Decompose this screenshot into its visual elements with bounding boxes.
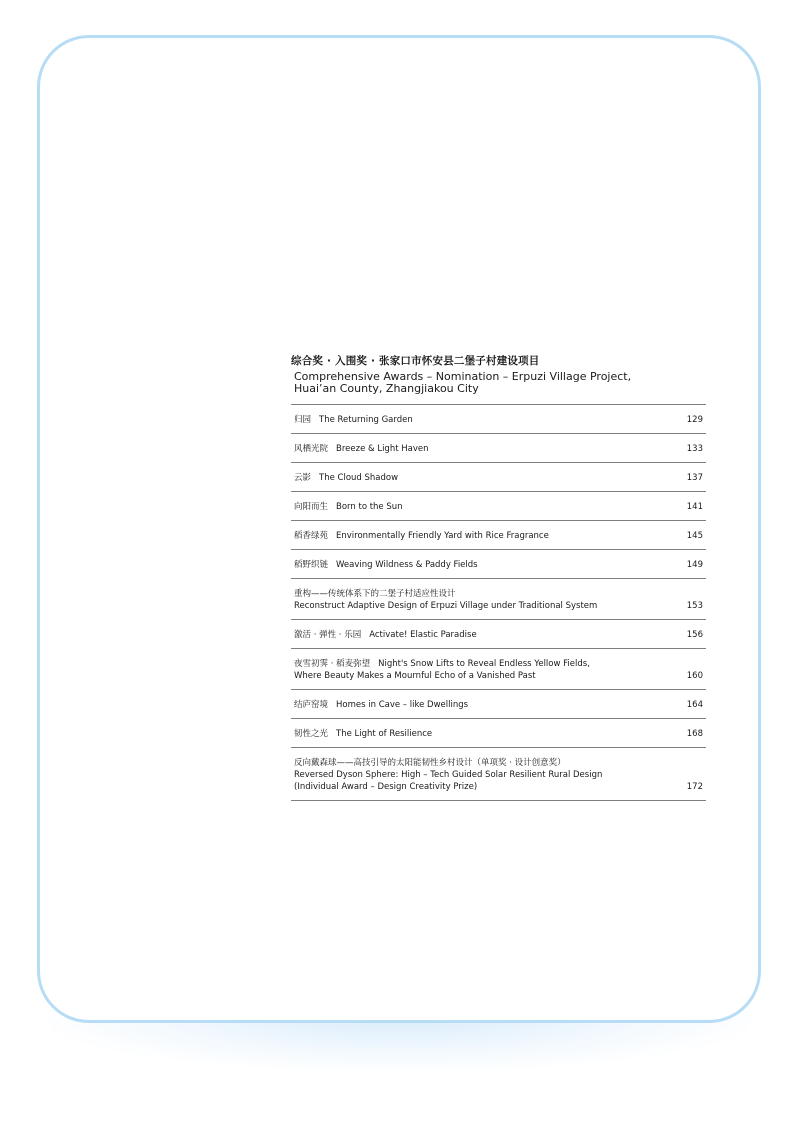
entry-title-en: The Cloud Shadow — [319, 473, 399, 483]
entry-title-en: The Returning Garden — [319, 415, 413, 425]
toc-entry[interactable] — [291, 463, 706, 492]
toc-entry[interactable] — [291, 620, 706, 649]
entry-title-en: Homes in Cave – like Dwellings — [336, 700, 469, 710]
page-number: 141 — [686, 502, 703, 512]
page-number: 168 — [686, 729, 703, 739]
entry-title-zh: 稻香绿苑 — [294, 531, 329, 541]
page-number: 156 — [686, 630, 703, 640]
entry-title-en: Reversed Dyson Sphere: High – Tech Guided Solar Resilient Rural Design — [294, 770, 603, 780]
page-number: 164 — [686, 700, 703, 710]
toc-list — [291, 404, 706, 801]
toc-entry[interactable] — [291, 550, 706, 579]
entry-title-zh: 重构——传统体系下的二堡子村适应性设计 — [294, 589, 456, 599]
page-number: 145 — [686, 531, 703, 541]
entry-title-zh: 反向戴森球——高技引导的太阳能韧性乡村设计（单项奖 · 设计创意奖） — [294, 758, 566, 768]
toc-entry[interactable] — [291, 405, 706, 434]
entry-title-zh: 向阳而生 — [294, 502, 329, 512]
entry-title-en: Born to the Sun — [336, 502, 403, 512]
entry-title-zh: 稻野织链 — [294, 560, 329, 570]
entry-title-en: Weaving Wildness & Paddy Fields — [336, 560, 478, 570]
page-number: 153 — [686, 601, 703, 611]
entry-title-en: Environmentally Friendly Yard with Rice Fragrance — [336, 531, 549, 541]
entry-title-zh: 韧性之光 — [294, 729, 329, 739]
entry-title-zh: 结庐窑境 — [294, 700, 329, 710]
toc-entry[interactable] — [291, 434, 706, 463]
toc-entry[interactable] — [291, 719, 706, 748]
entry-title-en: The Light of Resilience — [336, 729, 433, 739]
page-number: 137 — [686, 473, 703, 483]
toc-entry[interactable] — [291, 690, 706, 719]
page-number: 133 — [686, 444, 703, 454]
entry-title-zh: 激活 · 弹性 · 乐园 — [294, 630, 362, 640]
page-number: 129 — [686, 415, 703, 425]
entry-title-en: Night's Snow Lifts to Reveal Endless Yellow Fields, — [378, 659, 590, 669]
table-of-contents — [291, 354, 706, 801]
toc-entry[interactable] — [291, 748, 706, 801]
toc-entry[interactable] — [291, 492, 706, 521]
page-number: 172 — [686, 782, 703, 792]
entry-title-en-line2: (Individual Award – Design Creativity Prize) — [294, 782, 478, 792]
entry-title-en: Breeze & Light Haven — [336, 444, 429, 454]
toc-entry[interactable] — [291, 521, 706, 550]
entry-title-en: Activate! Elastic Paradise — [369, 630, 477, 640]
section-title-zh: 综合奖 · 入围奖 · 张家口市怀安县二堡子村建设项目 — [291, 355, 540, 367]
entry-title-en-line2: Where Beauty Makes a Mournful Echo of a Vanished Past — [294, 671, 536, 681]
section-title-en-line2: Huai’an County, Zhangjiakou City — [294, 382, 479, 395]
entry-title-zh: 夜雪初霁 · 稻麦弥望 — [294, 659, 371, 669]
page-number: 160 — [686, 671, 703, 681]
entry-title-en: Reconstruct Adaptive Design of Erpuzi Village under Traditional System — [294, 601, 598, 611]
entry-title-zh: 归园 — [294, 415, 312, 425]
entry-title-zh: 云影 — [294, 473, 312, 483]
section-title-en-line1: Comprehensive Awards – Nomination – Erpuzi Village Project, — [294, 370, 632, 383]
toc-entry[interactable] — [291, 579, 706, 620]
toc-entry[interactable] — [291, 649, 706, 690]
page-number: 149 — [686, 560, 703, 570]
entry-title-zh: 风栖光院 — [294, 444, 329, 454]
